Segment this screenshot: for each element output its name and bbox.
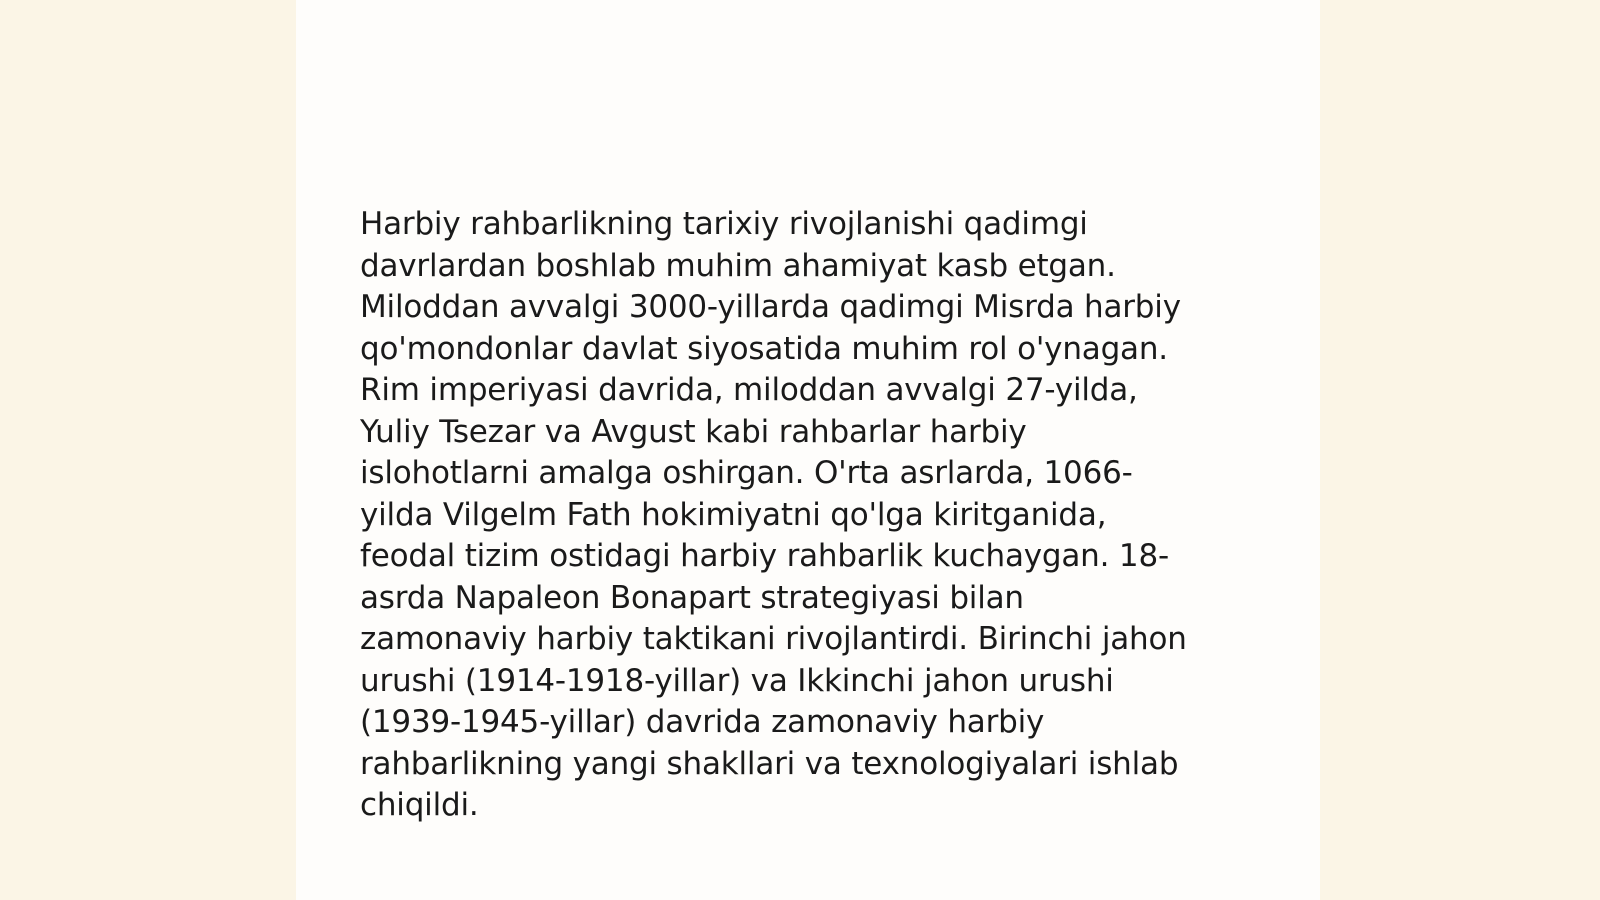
slide-page [296,0,1320,900]
text-line: feodal tizim ostidagi harbiy rahbarlik kuchaygan. 18- [360,538,1169,574]
text-line: urushi (1914-1918-yillar) va Ikkinchi jahon urushi [360,662,1114,699]
text-line: zamonaviy harbiy taktikani rivojlantirdi. Birinchi jahon [360,621,1187,657]
text-line: qo'mondonlar davlat siyosatida muhim rol o'ynagan. [360,330,1168,367]
text-line: asrda Napaleon Bonapart strategiyasi bilan [360,579,1024,616]
text-line: Rim imperiyasi davrida, miloddan avvalgi 27-yilda, [360,372,1138,408]
text-line: rahbarlikning yangi shakllari va texnologiyalari ishlab [360,745,1179,782]
text-line: yilda Vilgelm Fath hokimiyatni qo'lga kiritganida, [360,496,1107,533]
text-line: chiqildi. [360,787,479,823]
text-line: Miloddan avvalgi 3000-yillarda qadimgi Misrda harbiy [360,289,1181,325]
body-paragraph [360,204,1260,827]
text-line: Harbiy rahbarlikning tarixiy rivojlanishi qadimgi [360,206,1088,242]
text-line: islohotlarni amalga oshirgan. O'rta asrlarda, 1066- [360,455,1133,491]
text-line: (1939-1945-yillar) davrida zamonaviy harbiy [360,704,1045,740]
text-line: Yuliy Tsezar va Avgust kabi rahbarlar harbiy [360,413,1027,450]
text-line: davrlardan boshlab muhim ahamiyat kasb etgan. [360,247,1116,284]
